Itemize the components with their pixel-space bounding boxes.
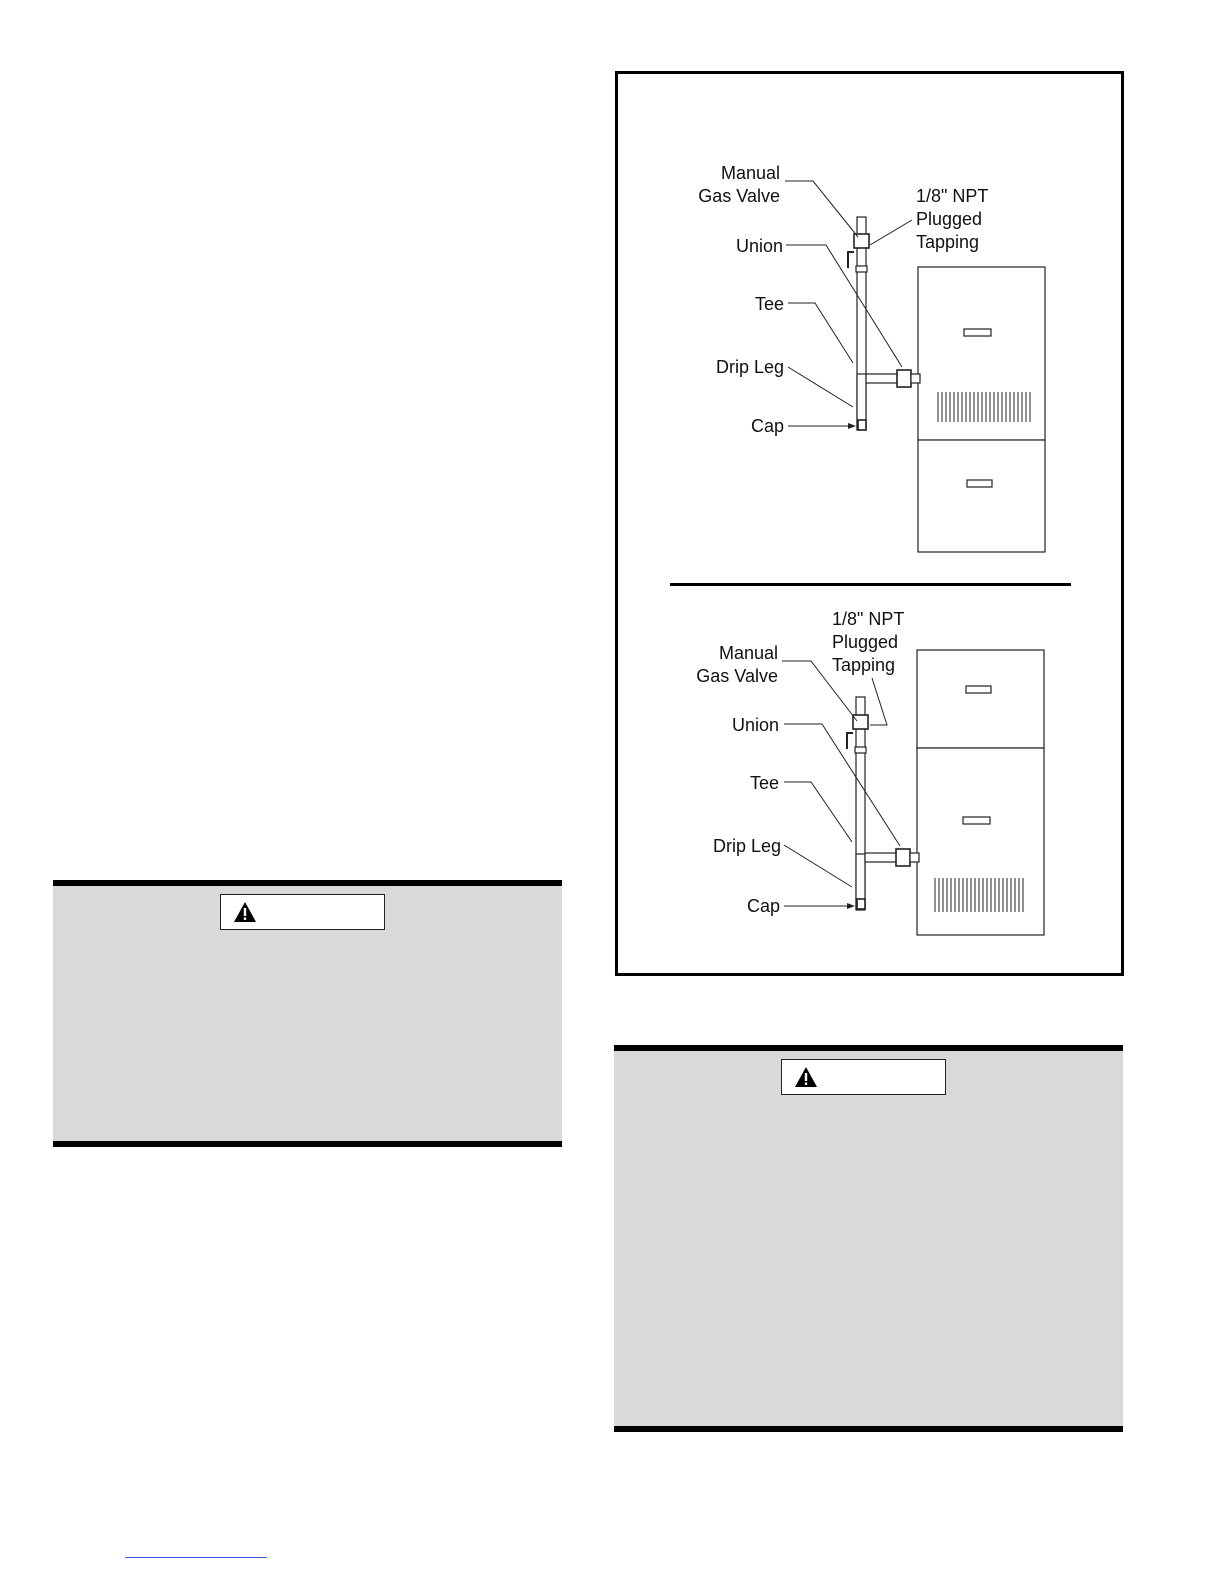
- warning-triangle-icon: [794, 1066, 818, 1088]
- top-cap: [858, 420, 866, 430]
- gas-piping-figure: [615, 71, 1124, 976]
- bottom-leader-tee: [784, 782, 852, 842]
- bottom-furnace-lower-cabinet: [917, 748, 1044, 935]
- top-gas-valve-handle: [848, 252, 854, 268]
- top-label-npt-l3: Tapping: [916, 232, 980, 252]
- bottom-label-npt-l3: Tapping: [832, 655, 896, 675]
- top-tee-branch: [866, 374, 898, 383]
- top-leader-manual-gas-valve: [785, 181, 858, 237]
- bottom-gas-valve-body: [853, 715, 868, 729]
- bottom-label-drip-leg: Drip Leg: [712, 836, 781, 856]
- top-label-union: Union: [735, 236, 783, 256]
- top-label-drip-leg: Drip Leg: [715, 357, 784, 377]
- warning-box-right: [614, 1045, 1123, 1432]
- bottom-label-tee: Tee: [749, 773, 779, 793]
- top-leader-npt: [870, 220, 912, 245]
- top-gas-valve-body: [854, 234, 869, 248]
- warning-header-left: [220, 894, 385, 930]
- footer-link[interactable]: [125, 1557, 267, 1558]
- bottom-label-npt-l2: Plugged: [832, 632, 899, 652]
- bottom-gas-valve-handle: [847, 733, 853, 749]
- top-label-npt-l1: 1/8" NPT: [916, 186, 989, 206]
- top-union: [897, 370, 911, 387]
- top-nipple: [911, 374, 920, 383]
- bottom-diagram: [782, 650, 1044, 935]
- bottom-label-npt-l1: 1/8" NPT: [832, 609, 905, 629]
- bottom-cap: [857, 899, 865, 909]
- bottom-furnace-upper-cabinet: [917, 650, 1044, 748]
- bottom-union: [896, 849, 910, 866]
- top-diagram: [785, 181, 1045, 552]
- gas-piping-diagrams: [618, 74, 1121, 973]
- top-leader-tee: [788, 303, 853, 363]
- top-label-cap: Cap: [750, 416, 784, 436]
- warning-triangle-icon: [233, 901, 257, 923]
- top-label-manual-l2: Gas Valve: [698, 186, 780, 206]
- warning-box-left: [53, 880, 562, 1147]
- bottom-label-union: Union: [731, 715, 779, 735]
- top-valve-collar: [856, 266, 867, 272]
- figure-divider: [670, 583, 1071, 586]
- bottom-nipple: [910, 853, 919, 862]
- warning-header-right: [781, 1059, 946, 1095]
- bottom-leader-drip-leg: [784, 845, 852, 887]
- top-label-manual-l1: Manual: [720, 163, 780, 183]
- bottom-label-cap: Cap: [746, 896, 780, 916]
- top-label-tee: Tee: [754, 294, 784, 314]
- top-furnace-lower-cabinet: [918, 440, 1045, 552]
- bottom-valve-collar: [855, 747, 866, 753]
- bottom-labels: [696, 609, 904, 916]
- top-arrow-cap: [848, 423, 856, 429]
- bottom-label-manual-l1: Manual: [718, 643, 778, 663]
- top-leader-drip-leg: [788, 367, 853, 407]
- bottom-leader-npt: [870, 678, 887, 725]
- top-label-npt-l2: Plugged: [916, 209, 983, 229]
- bottom-tee-branch: [865, 853, 897, 862]
- bottom-arrow-cap: [847, 903, 855, 909]
- bottom-label-manual-l2: Gas Valve: [696, 666, 778, 686]
